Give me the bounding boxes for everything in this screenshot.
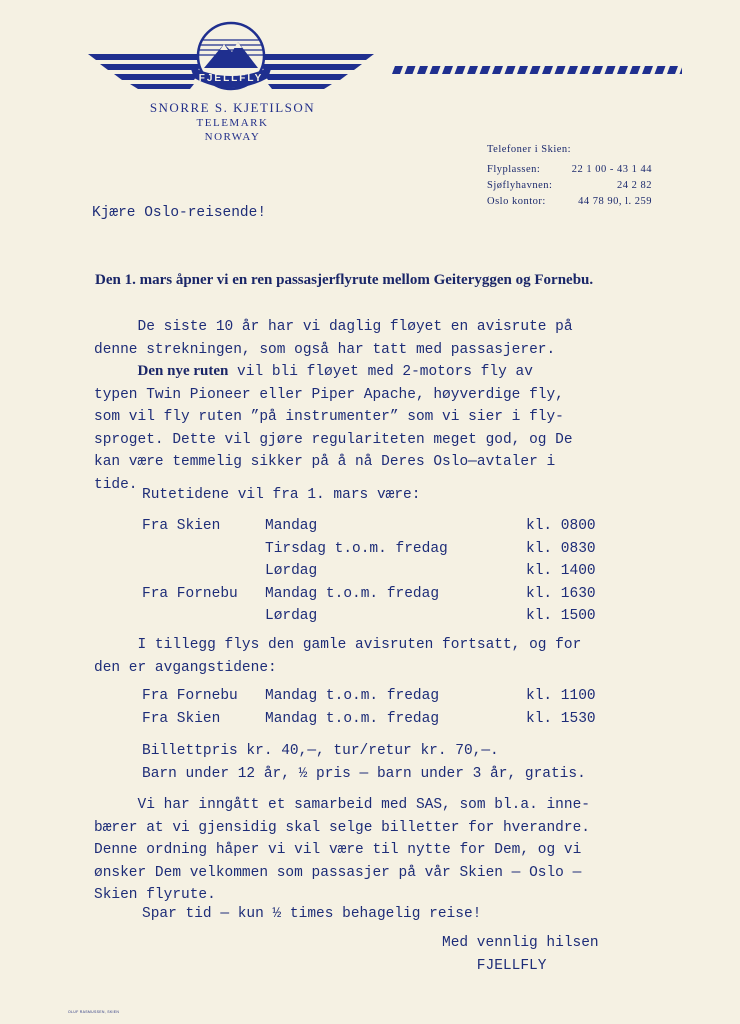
paragraph-history: De siste 10 år har vi daglig fløyet en avisrute på denne strekningen, som også har tatt med passasjerer. [94,319,573,358]
stripe-dash [680,66,683,74]
schedule-days: Mandag [265,518,318,534]
sender-country: NORWAY [204,131,261,143]
schedule-time: kl. 1630 [526,585,596,602]
phone-label: Oslo kontor: [487,196,546,207]
headline: Den 1. mars åpner vi en ren passasjerflyrute mellom Geiteryggen og Fornebu. [95,272,594,288]
stripe-dash [567,66,578,74]
decorative-stripe [392,64,682,76]
schedule-days: Lørdag [265,563,318,579]
stripe-dash [417,66,428,74]
slogan: Spar tid — kun ½ times behagelig reise! [142,906,482,922]
phone-row [487,194,652,210]
printer-imprint: OLUF RASMUSSEN, SKIEN [68,1010,120,1014]
stripe-dash [467,66,478,74]
schedule-time: kl. 1100 [526,688,596,704]
schedule-time: kl. 1530 [526,710,596,727]
fjellfly-wings-logo [86,20,376,98]
schedule-row [142,583,612,606]
sender-region: TELEMARK [196,117,269,129]
schedule-row [142,605,612,628]
stripe-dash [430,66,441,74]
schedule-row [142,560,612,583]
greeting: Kjære Oslo-reisende! [92,205,267,221]
stripe-dash [555,66,566,74]
schedule-from: Fra Skien [142,710,221,727]
schedule-time: kl. 0830 [526,540,596,557]
prices: Billettpris kr. 40,—, tur/retur kr. 70,—. Barn under 12 år, ½ pris — barn under 3 år, gratis. [142,743,586,782]
phones-heading: Telefoner i Skien: [487,144,572,155]
schedule-row [142,538,612,561]
stripe-dash [405,66,416,74]
stripe-dash [480,66,491,74]
stripe-dash [642,66,653,74]
schedule-row [142,708,612,731]
schedule-days: Mandag t.o.m. fredag [265,688,440,704]
phone-number: 44 78 90, l. 259 [578,196,652,207]
closing-signature: Med vennlig hilsen FJELLFLY [442,935,599,974]
schedule-days: Mandag t.o.m. fredag [265,585,440,602]
phone-directory [487,143,652,210]
stripe-dash [667,66,678,74]
phone-label: Sjøflyhavnen: [487,180,553,191]
schedule-row [142,685,612,708]
stripe-dash [517,66,528,74]
stripe-dash [630,66,641,74]
new-route-lead: Den nye ruten [137,363,229,379]
routes-intro: Rutetidene vil fra 1. mars være: [142,487,421,503]
schedule-days: Tirsdag t.o.m. fredag [265,540,448,557]
schedule-from: Fra Skien [142,518,221,534]
stripe-dash [655,66,666,74]
schedule-old [142,685,612,730]
paragraph-extra-route: I tillegg flys den gamle avisruten fortsatt, og for den er avgangstidene: [94,637,582,676]
paragraph-new-route [94,360,573,496]
stripe-dash [455,66,466,74]
phone-row [487,178,652,194]
schedule-from: Fra Fornebu [142,688,238,704]
phone-label: Flyplassen: [487,164,541,175]
schedule-days: Lørdag [265,608,318,624]
new-route-body: typen Twin Pioneer eller Piper Apache, høyverdige fly, som vil fly ruten ”på instrumenter” som vi sier i fly- sproget. Dette vil gjøre regulariteten meget god, og De kan være temmelig sikker på å nå Deres Oslo—avtaler i tide. [94,386,573,493]
schedule-from: Fra Fornebu [142,585,238,602]
schedule-time: kl. 1400 [526,563,596,579]
stripe-dash [530,66,541,74]
phone-row [487,162,652,178]
schedule-days: Mandag t.o.m. fredag [265,710,440,727]
stripe-dash [442,66,453,74]
stripe-dash [505,66,516,74]
schedule-row [142,515,612,538]
stripe-dash [580,66,591,74]
schedule-time: kl. 1500 [526,608,596,624]
new-route-first-line: vil bli fløyet med 2-motors fly av [228,364,533,380]
stripe-dash [492,66,503,74]
schedule-new [142,515,612,628]
stripe-dash [592,66,603,74]
phone-number: 22 1 00 - 43 1 44 [571,164,652,175]
stripe-dash [605,66,616,74]
schedule-time: kl. 0800 [526,518,596,534]
logo-text: FJELLFLY [198,73,264,84]
sender-block [120,100,345,144]
paragraph-sas: Vi har inngått et samarbeid med SAS, som bl.a. inne- bærer at vi gjensidig skal selge billetter for hverandre. Denne ordning håper vi vil være til nytte for Dem, og vi ønsker Dem velkommen som passasjer på vår Skien — Oslo — Skien flyrute. [94,797,590,903]
phone-number: 24 2 82 [617,180,652,191]
stripe-dash [542,66,553,74]
stripe-dash [392,66,403,74]
sender-name: SNORRE S. KJETILSON [149,100,316,115]
stripe-dash [617,66,628,74]
